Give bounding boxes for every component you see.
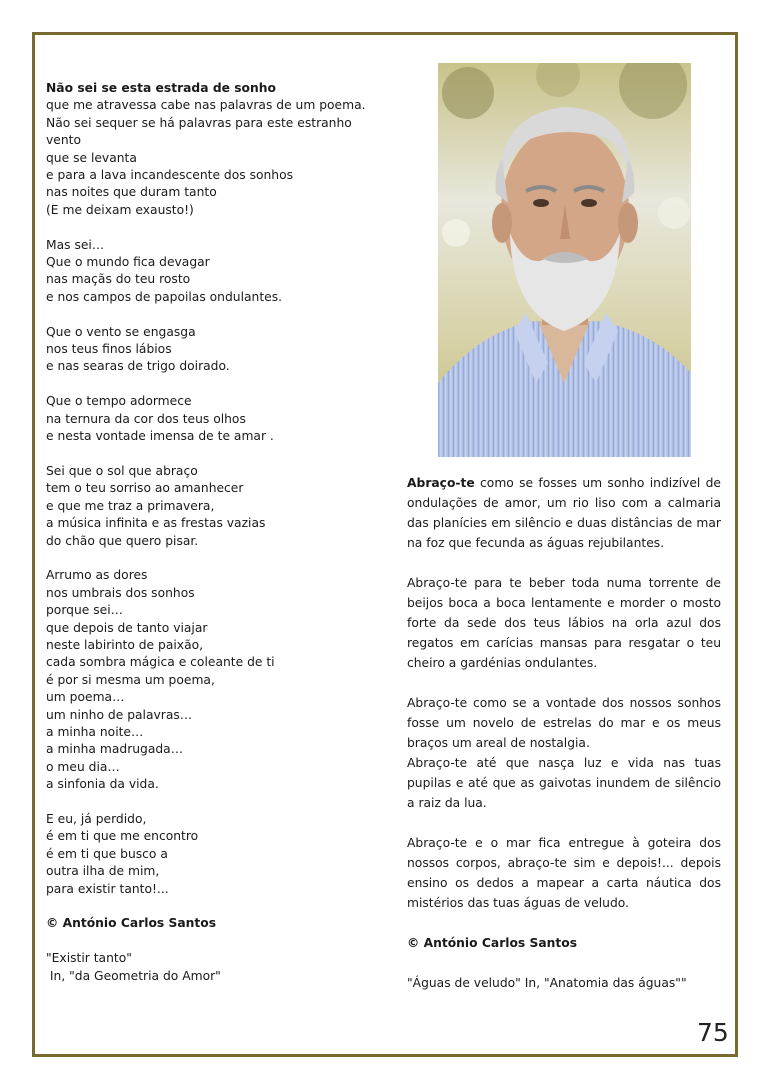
poem-line: é em ti que busco a xyxy=(46,846,168,861)
poem-line: e que me traz a primavera, xyxy=(46,498,215,513)
poem-line: que depois de tanto viajar xyxy=(46,620,208,635)
poem-line: Arrumo as dores xyxy=(46,568,148,583)
poem-line: a música infinita e as frestas vazias xyxy=(46,516,266,531)
poem-line: Que o vento se engasga xyxy=(46,324,196,339)
poem-line: que me atravessa cabe nas palavras de um poema. xyxy=(46,98,366,113)
poem-line: e nas searas de trigo doirado. xyxy=(46,359,230,374)
poem-line: o meu dia… xyxy=(46,759,120,774)
paragraph-text: como se fosses um sonho indizível de ondulações de amor, um rio liso com a calmaria das planícies em silêncio e duas distâncias de mar na foz que fecunda as águas rejubilantes. xyxy=(407,476,721,550)
poem-line: na ternura da cor dos teus olhos xyxy=(46,411,246,426)
poem-line: outra ilha de mim, xyxy=(46,864,160,879)
source-line: "Existir tanto" xyxy=(46,951,132,966)
source-line: "Águas de veludo" In, "Anatomia das águas"" xyxy=(407,976,687,990)
paragraph: Abraço-te como se a vontade dos nossos sonhos fosse um novelo de estrelas do mar e os meus braços um areal de nostalgia. xyxy=(407,696,721,750)
poem-line: Que o mundo fica devagar xyxy=(46,255,210,270)
copyright-line: © António Carlos Santos xyxy=(407,936,578,950)
poem-line: vento xyxy=(46,133,81,148)
poem-aguas-de-veludo xyxy=(407,473,721,993)
stanza xyxy=(46,393,366,445)
poem-line: porque sei… xyxy=(46,603,123,618)
poem-line: e nos campos de papoilas ondulantes. xyxy=(46,289,283,304)
poem-line: do chão que quero pisar. xyxy=(46,533,199,548)
copyright-line: © António Carlos Santos xyxy=(46,916,217,931)
poem-line: e para a lava incandescente dos sonhos xyxy=(46,168,294,183)
stanza xyxy=(46,567,366,793)
poem-line: E eu, já perdido, xyxy=(46,811,147,826)
poem-line: um poema… xyxy=(46,690,125,705)
poem-line: Não sei sequer se há palavras para este estranho xyxy=(46,115,352,130)
poem-line: Que o tempo adormece xyxy=(46,394,192,409)
poem-existir-tanto xyxy=(46,80,366,1002)
source-block xyxy=(46,950,366,985)
stanza xyxy=(46,324,366,376)
stanza xyxy=(46,80,366,219)
poem-line: e nesta vontade imensa de te amar . xyxy=(46,429,274,444)
stanza xyxy=(46,811,366,898)
poem-line: neste labirinto de paixão, xyxy=(46,637,204,652)
stanza xyxy=(46,463,366,550)
poem-line: Sei que o sol que abraço xyxy=(46,463,198,478)
stanza xyxy=(46,237,366,307)
poem-line: para existir tanto!... xyxy=(46,881,169,896)
poem-line: nos teus finos lábios xyxy=(46,342,172,357)
stanza-lead-bold: Não sei se esta estrada de sonho xyxy=(46,81,276,95)
poem-line: nas noites que duram tanto xyxy=(46,185,217,200)
paragraph xyxy=(407,473,721,553)
poem-line: (E me deixam exausto!) xyxy=(46,202,194,217)
source-line: In, "da Geometria do Amor" xyxy=(46,968,221,983)
page-number: 75 xyxy=(697,1018,729,1047)
poem-line: tem o teu sorriso ao amanhecer xyxy=(46,481,244,496)
paragraph: Abraço-te e o mar fica entregue à goteira dos nossos corpos, abraço-te sim e depois!... depois ensino os dedos a mapear a carta náutica dos mistérios das tuas águas de veludo. xyxy=(407,836,721,910)
poem-line: a sinfonia da vida. xyxy=(46,777,159,792)
poem-line: a minha madrugada… xyxy=(46,742,184,757)
poem-line: é em ti que me encontro xyxy=(46,829,199,844)
paragraph-lead-bold: Abraço-te xyxy=(407,476,475,490)
poem-line: cada sombra mágica e coleante de ti xyxy=(46,655,275,670)
poem-line: nas maçãs do teu rosto xyxy=(46,272,191,287)
poem-line: Mas sei… xyxy=(46,237,105,252)
poem-line: é por si mesma um poema, xyxy=(46,672,215,687)
paragraph: Abraço-te até que nasça luz e vida nas tuas pupilas e até que as gaivotas inundem de silêncio a raiz da lua. xyxy=(407,756,721,810)
poem-line: a minha noite… xyxy=(46,724,144,739)
paragraph: Abraço-te para te beber toda numa torrente de beijos boca a boca lentamente e morder o mosto forte da sede dos teus lábios na orla azul dos regatos em carícias mansas para resgatar o teu cheiro a gardénias ondulantes. xyxy=(407,576,721,670)
poem-line: um ninho de palavras… xyxy=(46,707,193,722)
poem-line: nos umbrais dos sonhos xyxy=(46,585,195,600)
poem-line: que se levanta xyxy=(46,150,137,165)
author-portrait xyxy=(438,63,691,457)
